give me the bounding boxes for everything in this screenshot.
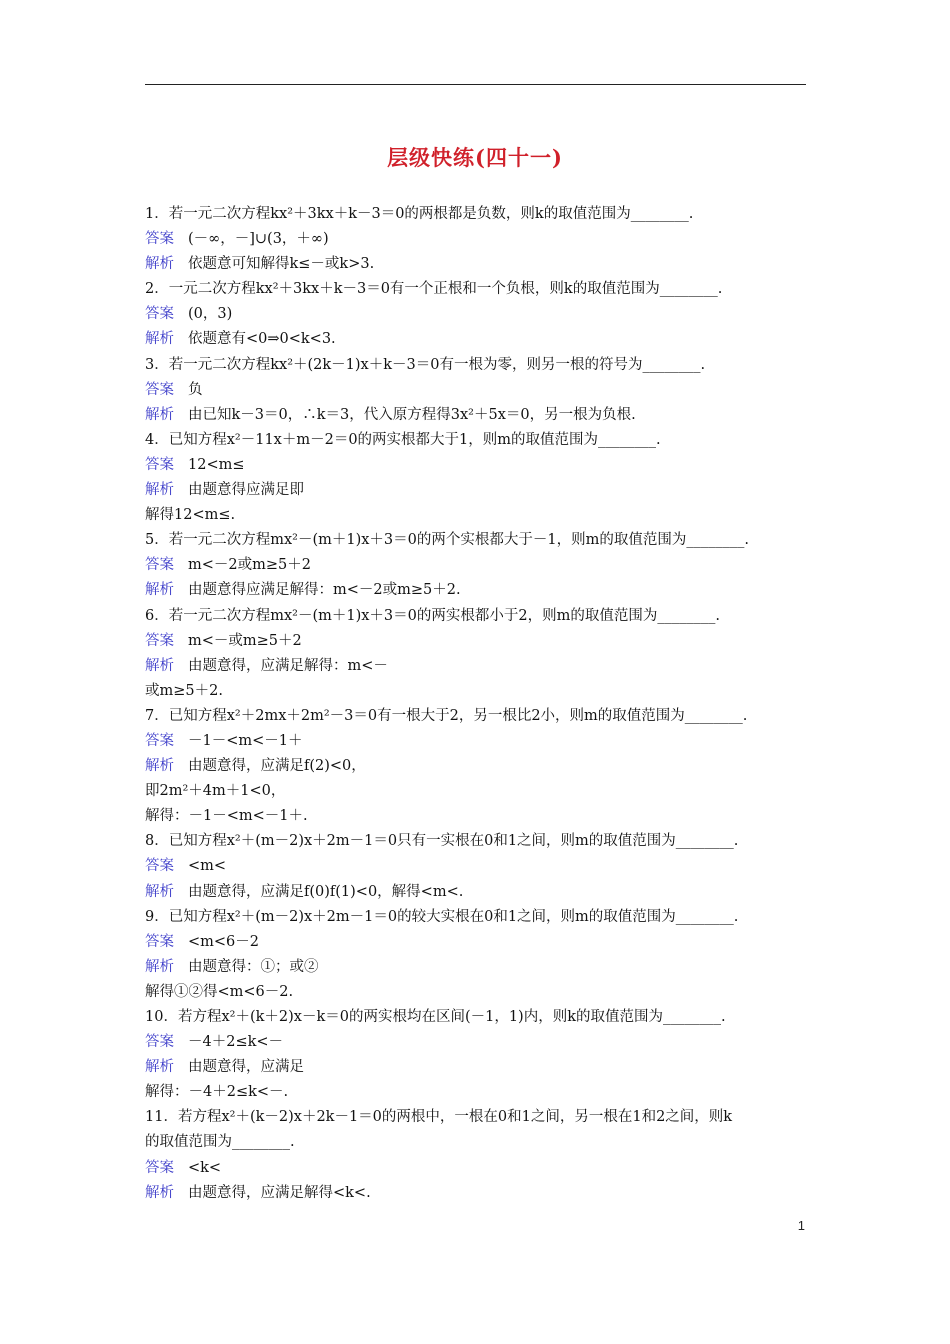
answer-label: 答案 bbox=[145, 1034, 174, 1051]
question-line bbox=[145, 428, 815, 453]
explanation-label: 解析 bbox=[145, 758, 174, 775]
answer-label: 答案 bbox=[145, 1159, 174, 1176]
line-text: 8．已知方程x²＋(m－2)x＋2m－1＝0只有一实根在0和1之间，则m的取值范围为________. bbox=[145, 833, 739, 850]
answer-label: 答案 bbox=[145, 306, 174, 323]
question-line bbox=[145, 277, 815, 302]
question-line bbox=[145, 829, 815, 854]
line-text: 依题意可知解得k≤－或k>3. bbox=[188, 256, 375, 273]
line-text: 即2m²＋4m＋1<0， bbox=[145, 783, 286, 800]
line-text: 负 bbox=[188, 381, 203, 398]
explanation-label: 解析 bbox=[145, 883, 174, 900]
explanation-label: 解析 bbox=[145, 582, 174, 599]
line-text: 解得12<m≤. bbox=[145, 507, 236, 524]
line-text: －4＋2≤k<－ bbox=[188, 1034, 284, 1051]
explanation-label: 解析 bbox=[145, 406, 174, 423]
line-text: (－∞，－]∪(3，＋∞) bbox=[188, 231, 329, 248]
question-line bbox=[145, 1105, 815, 1130]
explanation-label: 解析 bbox=[145, 256, 174, 273]
continuation-line bbox=[145, 779, 815, 804]
explanation-label: 解析 bbox=[145, 482, 174, 499]
line-text: <k< bbox=[188, 1159, 222, 1176]
explanation-label: 解析 bbox=[145, 1184, 174, 1201]
explanation-line bbox=[145, 654, 815, 679]
line-text: 由题意得应满足解得：m<－2或m≥5＋2. bbox=[188, 582, 461, 599]
answer-label: 答案 bbox=[145, 381, 174, 398]
explanation-line bbox=[145, 327, 815, 352]
line-text: 的取值范围为________. bbox=[145, 1134, 295, 1151]
question-line bbox=[145, 905, 815, 930]
explanation-line bbox=[145, 754, 815, 779]
line-text: <m< bbox=[188, 858, 227, 875]
line-text: 依题意有<0⇒0<k<3. bbox=[188, 331, 336, 348]
exercise-list bbox=[145, 202, 815, 1206]
explanation-label: 解析 bbox=[145, 657, 174, 674]
line-text: 解得①②得<m<6－2. bbox=[145, 983, 294, 1000]
question-line bbox=[145, 704, 815, 729]
continuation-line bbox=[145, 804, 815, 829]
explanation-line bbox=[145, 1055, 815, 1080]
answer-line bbox=[145, 729, 815, 754]
answer-label: 答案 bbox=[145, 557, 174, 574]
page-title: 层级快练(四十一) bbox=[387, 145, 563, 170]
answer-line bbox=[145, 1030, 815, 1055]
explanation-label: 解析 bbox=[145, 1059, 174, 1076]
continuation-line bbox=[145, 980, 815, 1005]
answer-line bbox=[145, 453, 815, 478]
line-text: 由题意得，应满足f(0)f(1)<0，解得<m<. bbox=[188, 883, 464, 900]
continuation-line bbox=[145, 679, 815, 704]
page-number: 1 bbox=[797, 1218, 805, 1233]
continuation-line bbox=[145, 1130, 815, 1155]
explanation-label: 解析 bbox=[145, 331, 174, 348]
line-text: m<－2或m≥5＋2 bbox=[188, 557, 311, 574]
answer-line bbox=[145, 553, 815, 578]
answer-line bbox=[145, 854, 815, 879]
line-text: 11．若方程x²＋(k－2)x＋2k－1＝0的两根中，一根在0和1之间，另一根在1和2之间，则k bbox=[145, 1109, 733, 1126]
line-text: 由题意得，应满足 bbox=[188, 1059, 304, 1076]
explanation-line bbox=[145, 403, 815, 428]
line-text: 12<m≤ bbox=[188, 456, 245, 473]
explanation-line bbox=[145, 1181, 815, 1206]
line-text: 9．已知方程x²＋(m－2)x＋2m－1＝0的较大实根在0和1之间，则m的取值范围为________. bbox=[145, 908, 739, 925]
explanation-line bbox=[145, 478, 815, 503]
line-text: m<－或m≥5＋2 bbox=[188, 632, 302, 649]
question-line bbox=[145, 1005, 815, 1030]
answer-label: 答案 bbox=[145, 858, 174, 875]
answer-line bbox=[145, 629, 815, 654]
line-text: 5．若一元二次方程mx²－(m＋1)x＋3＝0的两个实根都大于－1，则m的取值范围为________. bbox=[145, 532, 749, 549]
question-line bbox=[145, 202, 815, 227]
answer-line bbox=[145, 227, 815, 252]
line-text: 1．若一元二次方程kx²＋3kx＋k－3＝0的两根都是负数，则k的取值范围为________. bbox=[145, 206, 694, 222]
line-text: 3．若一元二次方程kx²＋(2k－1)x＋k－3＝0有一根为零，则另一根的符号为________. bbox=[145, 356, 706, 373]
answer-line bbox=[145, 302, 815, 327]
line-text: 由题意得，应满足解得<k<. bbox=[188, 1184, 371, 1201]
explanation-line bbox=[145, 880, 815, 905]
answer-line bbox=[145, 378, 815, 403]
line-text: 10．若方程x²＋(k＋2)x－k＝0的两实根均在区间(－1，1)内，则k的取值范围为________. bbox=[145, 1009, 726, 1025]
question-line bbox=[145, 353, 815, 378]
line-text: 2．一元二次方程kx²＋3kx＋k－3＝0有一个正根和一个负根，则k的取值范围为________. bbox=[145, 281, 723, 298]
explanation-line bbox=[145, 252, 815, 277]
answer-label: 答案 bbox=[145, 933, 174, 950]
line-text: 6．若一元二次方程mx²－(m＋1)x＋3＝0的两实根都小于2，则m的取值范围为________. bbox=[145, 607, 720, 624]
line-text: 解得：－1－<m<－1＋. bbox=[145, 808, 308, 825]
line-text: (0，3) bbox=[188, 306, 233, 323]
answer-label: 答案 bbox=[145, 732, 174, 749]
line-text: 解得：－4＋2≤k<－. bbox=[145, 1084, 289, 1101]
line-text: 由题意得，应满足f(2)<0， bbox=[188, 758, 366, 775]
line-text: 7．已知方程x²＋2mx＋2m²－3＝0有一根大于2，另一根比2小，则m的取值范围为________. bbox=[145, 707, 748, 724]
line-text: 由题意得，应满足解得：m<－ bbox=[188, 657, 388, 674]
answer-label: 答案 bbox=[145, 632, 174, 649]
header-rule bbox=[145, 84, 806, 85]
explanation-line bbox=[145, 955, 815, 980]
answer-label: 答案 bbox=[145, 456, 174, 473]
line-text: －1－<m<－1＋ bbox=[188, 732, 303, 749]
question-line bbox=[145, 528, 815, 553]
line-text: 4．已知方程x²－11x＋m－2＝0的两实根都大于1，则m的取值范围为________. bbox=[145, 431, 661, 448]
question-line bbox=[145, 604, 815, 629]
answer-line bbox=[145, 1156, 815, 1181]
line-text: 由题意得：①；或② bbox=[188, 958, 319, 975]
explanation-line bbox=[145, 578, 815, 603]
line-text: 由已知k－3＝0，∴k＝3，代入原方程得3x²＋5x＝0，另一根为负根. bbox=[188, 406, 636, 423]
continuation-line bbox=[145, 1080, 815, 1105]
answer-label: 答案 bbox=[145, 231, 174, 248]
explanation-label: 解析 bbox=[145, 958, 174, 975]
answer-line bbox=[145, 930, 815, 955]
continuation-line bbox=[145, 503, 815, 528]
line-text: <m<6－2 bbox=[188, 933, 259, 950]
line-text: 由题意得应满足即 bbox=[188, 482, 304, 499]
line-text: 或m≥5＋2. bbox=[145, 682, 223, 699]
